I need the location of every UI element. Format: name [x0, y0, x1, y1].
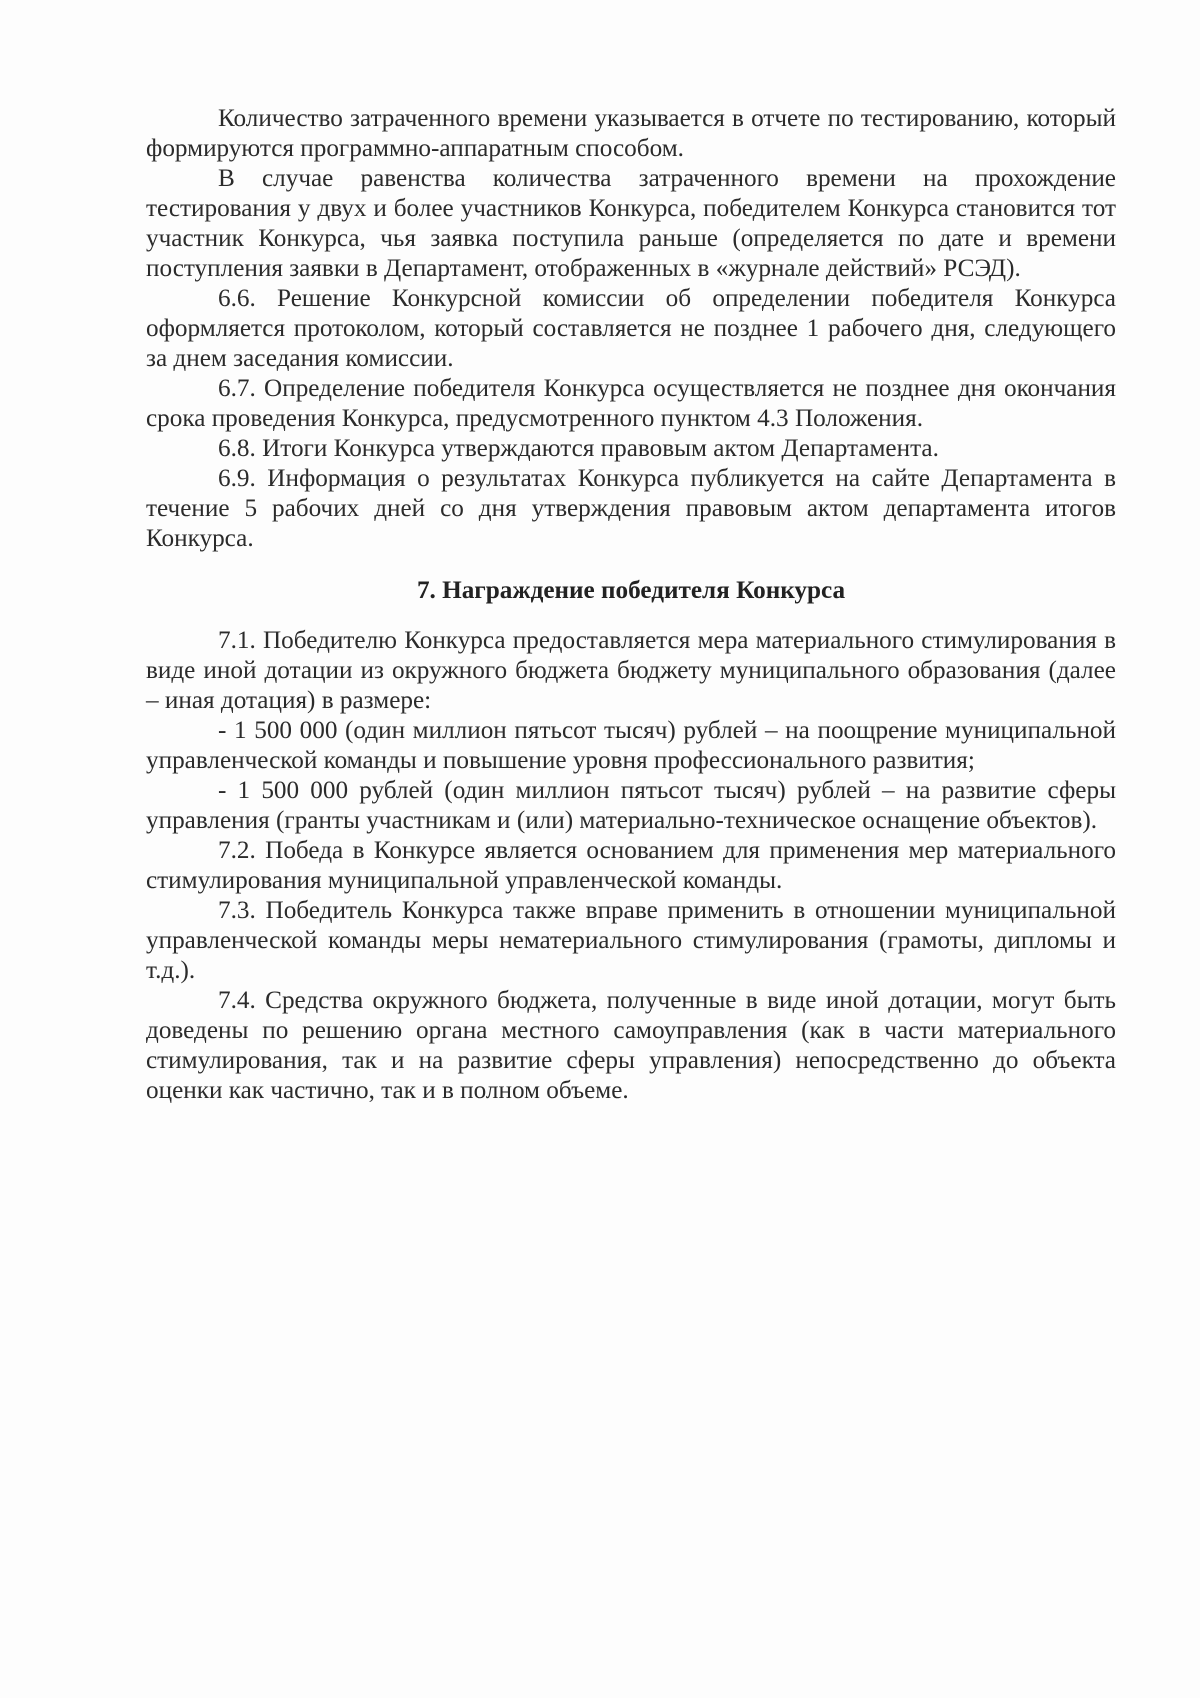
paragraph-time-report: Количество затраченного времени указывается в отчете по тестированию, который формируются программно-аппаратным способом.: [146, 105, 1116, 162]
paragraph-equal-time: В случае равенства количества затраченного времени на прохождение тестирования у двух и более участников Конкурса, победителем Конкурса становится тот участник Конкурса, чья заявка поступила раньше (определяется по дате и времени поступления заявки в Департамент, отображенных в «журнале действий» РСЭД).: [146, 165, 1116, 282]
paragraph-6-6: 6.6. Решение Конкурсной комиссии об определении победителя Конкурса оформляется протоколом, который составляется не позднее 1 рабочего дня, следующего за днем заседания комиссии.: [146, 285, 1116, 372]
paragraph-7-1-item-1: - 1 500 000 (один миллион пятьсот тысяч) рублей – на поощрение муниципальной управленческой команды и повышение уровня профессионального развития;: [146, 717, 1116, 774]
paragraph-6-8: 6.8. Итоги Конкурса утверждаются правовым актом Департамента.: [218, 435, 939, 462]
document-body: [146, 104, 1116, 1106]
paragraph-7-2: 7.2. Победа в Конкурсе является основанием для применения мер материального стимулирования муниципальной управленческой команды.: [146, 837, 1116, 894]
paragraph-7-1: 7.1. Победителю Конкурса предоставляется мера материального стимулирования в виде иной дотации из окружного бюджета бюджету муниципального образования (далее – иная дотация) в размере:: [146, 627, 1116, 714]
paragraph-6-9: 6.9. Информация о результатах Конкурса публикуется на сайте Департамента в течение 5 рабочих дней со дня утверждения правовым актом департамента итогов Конкурса.: [146, 465, 1116, 552]
paragraph-7-1-item-2: - 1 500 000 рублей (один миллион пятьсот тысяч) рублей – на развитие сферы управления (гранты участникам и (или) материально-техническое оснащение объектов).: [146, 777, 1116, 834]
paragraph-6-7: 6.7. Определение победителя Конкурса осуществляется не позднее дня окончания срока проведения Конкурса, предусмотренного пунктом 4.3 Положения.: [146, 375, 1116, 432]
section-heading-7: 7. Награждение победителя Конкурса: [416, 577, 846, 604]
paragraph-7-3: 7.3. Победитель Конкурса также вправе применить в отношении муниципальной управленческой команды меры нематериального стимулирования (грамоты, дипломы и т.д.).: [146, 897, 1116, 984]
paragraph-7-4: 7.4. Средства окружного бюджета, полученные в виде иной дотации, могут быть доведены по решению органа местного самоуправления (как в части материального стимулирования, так и на развитие сферы управления) непосредственно до объекта оценки как частично, так и в полном объеме.: [146, 987, 1116, 1104]
